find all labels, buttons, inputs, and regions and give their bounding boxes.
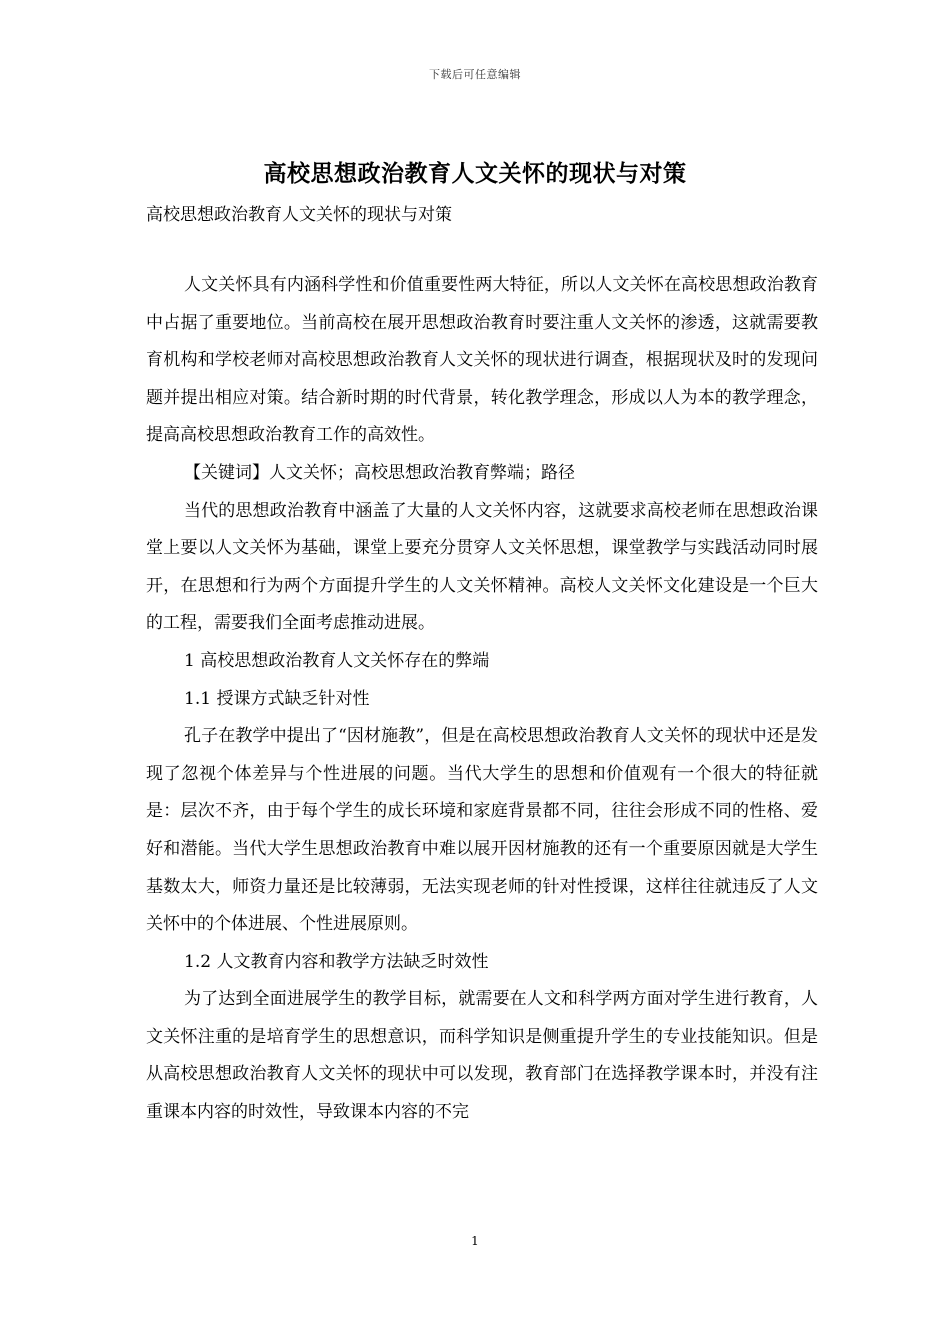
abstract-paragraph: 人文关怀具有内涵科学性和价值重要性两大特征，所以人文关怀在高校思想政治教育中占据了重要地位。当前高校在展开思想政治教育时要注重人文关怀的渗透，这就需要教育机构和学校老师对高校思想政治教育人文关怀的现状进行调查，根据现状及时的发现问题并提出相应对策。结合新时期的时代背景，转化教学理念，形成以人为本的教学理念，提高高校思想政治教育工作的高效性。 — [146, 275, 818, 446]
section-heading-1: 1 高校思想政治教育人文关怀存在的弊端 — [184, 650, 490, 671]
subsection-heading-1-1: 1.1 授课方式缺乏针对性 — [184, 688, 370, 709]
page-header: 下载后可任意编辑 — [429, 68, 521, 81]
document-title: 高校思想政治教育人文关怀的现状与对策 — [263, 160, 687, 187]
body-paragraph: 孔子在教学中提出了“因材施教”，但是在高校思想政治教育人文关怀的现状中还是发现了忽视个体差异与个性进展的问题。当代大学生的思想和价值观有一个很大的特征就是：层次不齐，由于每个学生的成长环境和家庭背景都不同，往往会形成不同的性格、爱好和潜能。当代大学生思想政治教育中难以展开因材施教的还有一个重要原因就是大学生基数太大，师资力量还是比较薄弱，无法实现老师的针对性授课，这样往往就违反了人文关怀中的个体进展、个性进展原则。 — [146, 726, 818, 935]
subsection-heading-1-2: 1.2 人文教育内容和教学方法缺乏时效性 — [184, 951, 489, 972]
document-subtitle: 高校思想政治教育人文关怀的现状与对策 — [146, 205, 452, 225]
document-body — [146, 267, 818, 1132]
intro-paragraph: 当代的思想政治教育中涵盖了大量的人文关怀内容，这就要求高校老师在思想政治课堂上要以人文关怀为基础，课堂上要充分贯穿人文关怀思想，课堂教学与实践活动同时展开，在思想和行为两个方面提升学生的人文关怀精神。高校人文关怀文化建设是一个巨大的工程，需要我们全面考虑推动进展。 — [146, 500, 818, 634]
keywords-line: 【关键词】人文关怀；高校思想政治教育弊端；路径 — [184, 462, 575, 483]
body-paragraph: 为了达到全面进展学生的教学目标，就需要在人文和科学两方面对学生进行教育，人文关怀注重的是培育学生的思想意识，而科学知识是侧重提升学生的专业技能知识。但是从高校思想政治教育人文关怀的现状中可以发现，教育部门在选择教学课本时，并没有注重课本内容的时效性，导致课本内容的不完 — [146, 989, 818, 1123]
page-number: 1 — [471, 1234, 479, 1248]
